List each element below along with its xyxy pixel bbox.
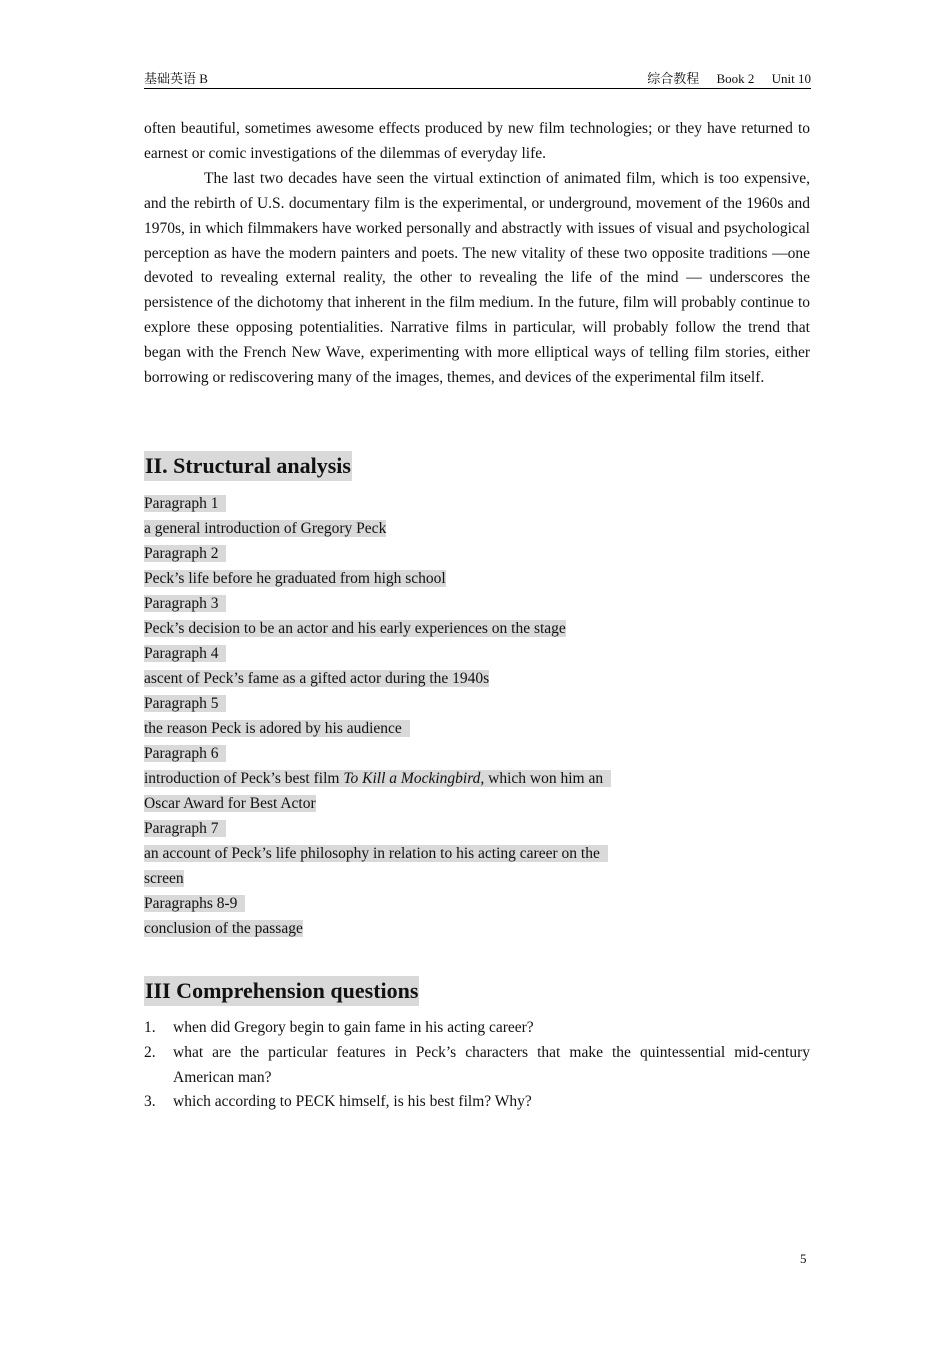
question-item: [144, 1041, 810, 1091]
paragraph-label: Paragraph 3: [144, 595, 226, 612]
header-left: 基础英语 B: [144, 71, 208, 86]
paragraph-label: Paragraph 5: [144, 695, 226, 712]
paragraph-summary: an account of Peck’s life philosophy in relation to his acting career on the: [144, 845, 608, 862]
paragraph-summary: ascent of Peck’s fame as a gifted actor during the 1940s: [144, 670, 490, 687]
question-item: [144, 1090, 810, 1115]
film-title: To Kill a Mockingbird: [343, 770, 481, 787]
summary-text: , which won him an: [480, 770, 604, 787]
header-unit: Unit 10: [771, 71, 811, 86]
comprehension-heading: III Comprehension questions: [144, 976, 419, 1006]
paragraph-label: Paragraphs 8-9: [144, 895, 245, 912]
summary-text: introduction of Peck’s best film: [144, 770, 344, 787]
paragraph-summary: [144, 770, 611, 787]
comprehension-questions: [144, 1016, 810, 1115]
paragraph-summary: Peck’s decision to be an actor and his early experiences on the stage: [144, 620, 566, 637]
paragraph-label: Paragraph 6: [144, 745, 226, 762]
question-item: [144, 1016, 810, 1041]
page-header: [144, 70, 811, 89]
paragraph-summary: screen: [144, 870, 184, 887]
paragraph-summary: conclusion of the passage: [144, 920, 303, 937]
page-number: 5: [800, 1251, 807, 1266]
body-paragraph: often beautiful, sometimes awesome effects produced by new film technologies; or they have returned to earnest or comic investigations of the dilemmas of everyday life.: [144, 120, 810, 162]
paragraph-label: Paragraph 1: [144, 495, 226, 512]
question-text: what are the particular features in Peck’s characters that make the quintessential mid-century American man?: [173, 1043, 810, 1086]
question-number: 3.: [144, 1093, 156, 1111]
paragraph-label: Paragraph 4: [144, 645, 226, 662]
paragraph-summary: a general introduction of Gregory Peck: [144, 520, 387, 537]
paragraph-label: Paragraph 7: [144, 820, 226, 837]
question-text: which according to PECK himself, is his best film? Why?: [173, 1093, 532, 1111]
header-right: [647, 70, 811, 87]
question-number: 2.: [144, 1043, 156, 1061]
body-text: [144, 117, 810, 391]
body-paragraph: The last two decades have seen the virtual extinction of animated film, which is too expensive, and the rebirth of U.S. documentary film is the experimental, or underground, movement of the 1960s and 1970s, in which filmmakers have worked personally and abstractly with issues of visual and psychological perception as have the modern painters and poets. The new vitality of these two opposite traditions —one devoted to revealing external reality, the other to revealing the life of the mind — underscores the persistence of the dichotomy that inherent in the film medium. In the future, film will probably continue to explore these opposing potentialities. Narrative films in particular, will probably follow the trend that began with the French New Wave, experimenting with more elliptical ways of telling film stories, either borrowing or rediscovering many of the images, themes, and devices of the experimental film itself.: [144, 169, 810, 387]
paragraph-summary: Peck’s life before he graduated from high school: [144, 570, 446, 587]
header-book: Book 2: [716, 71, 755, 86]
header-course: 综合教程: [647, 71, 700, 86]
question-number: 1.: [144, 1019, 156, 1036]
paragraph-summary: the reason Peck is adored by his audience: [144, 720, 410, 737]
paragraph-label: Paragraph 2: [144, 545, 226, 562]
paragraph-summary: Oscar Award for Best Actor: [144, 795, 316, 812]
structural-analysis-list: [144, 491, 810, 941]
question-text: when did Gregory begin to gain fame in his acting career?: [173, 1019, 534, 1036]
structural-analysis-heading: II. Structural analysis: [144, 451, 352, 481]
